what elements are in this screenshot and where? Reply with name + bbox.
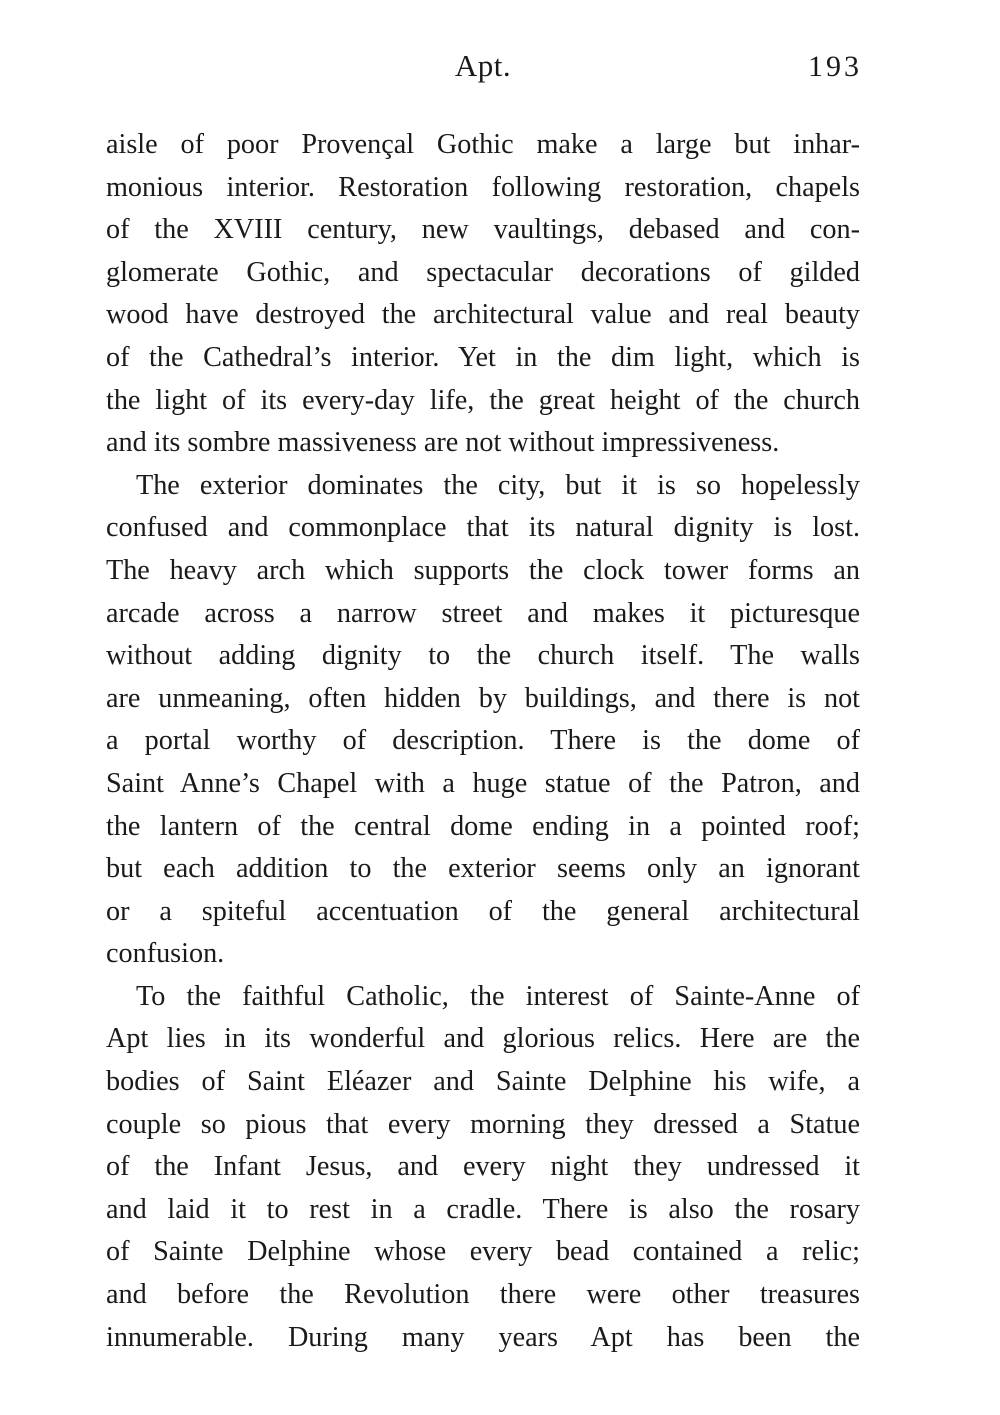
text-line: wood have destroyed the architectural value and real beauty (106, 299, 860, 331)
text-line: the light of its every-day life, the great height of the church (106, 384, 860, 416)
text-line: innumerable. During many years Apt has been the (106, 1321, 860, 1353)
text-line: Saint Anne’s Chapel with a huge statue of the Patron, and (106, 767, 860, 799)
running-head (106, 48, 860, 98)
text-line: of the XVIII century, new vaultings, debased and con- (106, 214, 860, 246)
text-line: confusion. (106, 938, 225, 970)
text-line: aisle of poor Provençal Gothic make a large but inhar- (106, 129, 860, 160)
text-line: bodies of Saint Eléazer and Sainte Delphine his wife, a (106, 1066, 860, 1098)
paragraph (106, 465, 860, 976)
text-line: The exterior dominates the city, but it is so hopelessly (136, 469, 860, 501)
text-line: of the Infant Jesus, and every night they undressed it (106, 1151, 860, 1183)
paragraph (106, 124, 860, 465)
text-line: To the faithful Catholic, the interest of Sainte-Anne of (136, 980, 860, 1012)
text-line: without adding dignity to the church itself. The walls (106, 640, 860, 672)
text-line: couple so pious that every morning they dressed a Statue (106, 1108, 860, 1140)
text-line: Apt lies in its wonderful and glorious relics. Here are the (106, 1023, 860, 1055)
text-line: a portal worthy of description. There is the dome of (106, 725, 860, 757)
body-text (106, 124, 860, 1359)
text-line: and its sombre massiveness are not without impressiveness. (106, 427, 780, 459)
page-number: 193 (808, 50, 862, 83)
text-line: or a spiteful accentuation of the general architectural (106, 895, 860, 927)
text-line: are unmeaning, often hidden by buildings, and there is not (106, 682, 860, 714)
text-line: of Sainte Delphine whose every bead contained a relic; (106, 1236, 860, 1268)
text-line: confused and commonplace that its natural dignity is lost. (106, 512, 860, 544)
text-line: The heavy arch which supports the clock tower forms an (106, 554, 860, 586)
running-title: Apt. (454, 48, 512, 83)
text-line: the lantern of the central dome ending in a pointed roof; (106, 810, 860, 842)
text-line: and laid it to rest in a cradle. There is also the rosary (106, 1193, 860, 1225)
text-line: of the Cathedral’s interior. Yet in the dim light, which is (106, 341, 860, 373)
paragraph (106, 976, 860, 1359)
text-line: monious interior. Restoration following restoration, chapels (106, 171, 860, 203)
text-line: but each addition to the exterior seems only an ignorant (106, 853, 860, 885)
text-line: arcade across a narrow street and makes it picturesque (106, 597, 860, 629)
text-line: and before the Revolution there were other treasures (106, 1279, 860, 1311)
text-line: glomerate Gothic, and spectacular decorations of gilded (106, 256, 860, 288)
